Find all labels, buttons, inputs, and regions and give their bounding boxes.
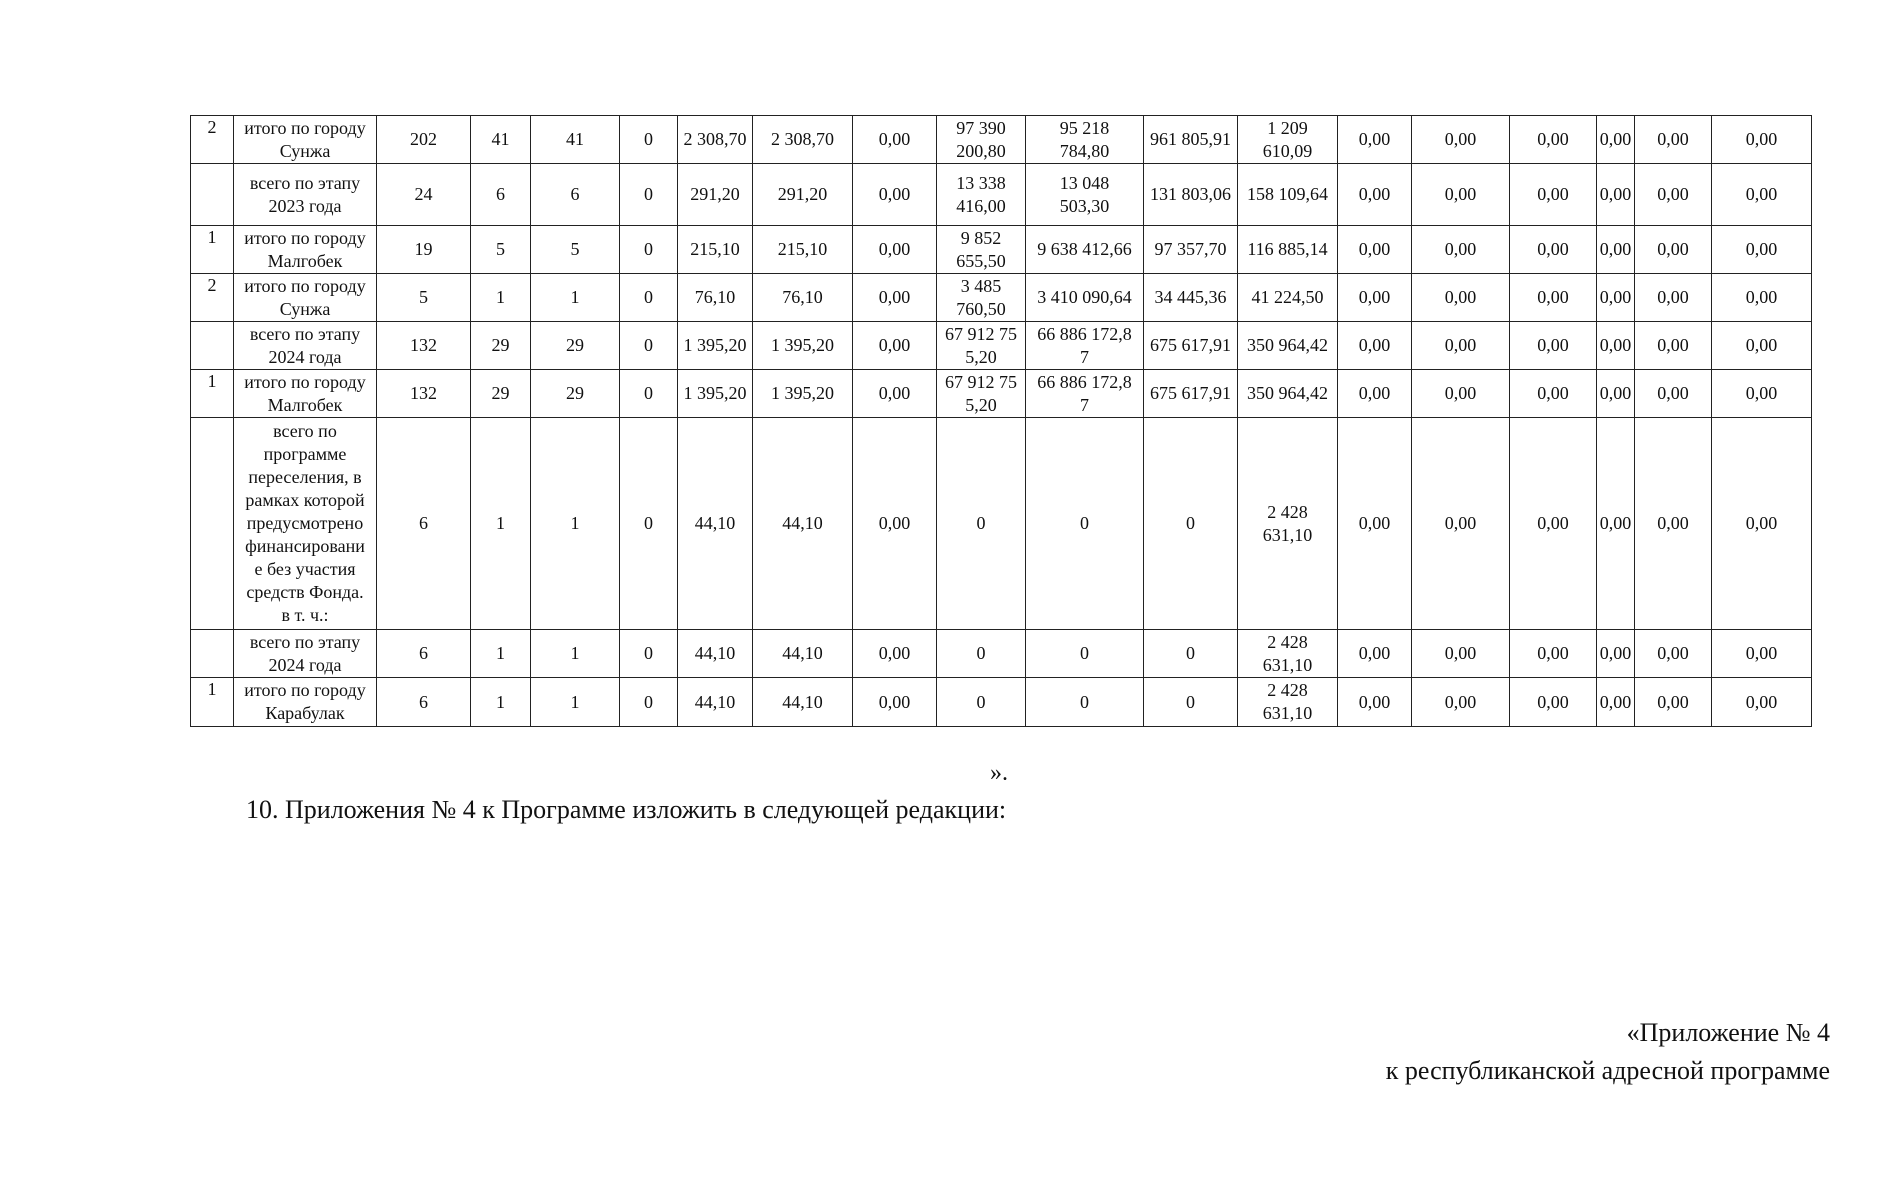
table-cell: 0,00 [853, 630, 937, 678]
table-row [191, 418, 1812, 630]
appendix-title: «Приложение № 4 [1626, 1018, 1830, 1047]
table-cell: 291,20 [753, 164, 853, 226]
table-cell: 44,10 [753, 630, 853, 678]
table-cell: 0 [620, 630, 678, 678]
table-cell: 0,00 [1712, 678, 1812, 727]
table-cell: 6 [377, 418, 471, 630]
table-cell: 0 [937, 418, 1026, 630]
table-cell: 29 [471, 322, 531, 370]
table-cell: 158 109,64 [1238, 164, 1338, 226]
table-cell: итого по городу Сунжа [234, 116, 377, 164]
table-cell: 0 [937, 678, 1026, 727]
table-cell: 0,00 [1712, 116, 1812, 164]
table-row [191, 116, 1812, 164]
table-cell: 961 805,91 [1144, 116, 1238, 164]
table-cell: 1 395,20 [753, 370, 853, 418]
table-cell: 291,20 [678, 164, 753, 226]
table-cell: 0,00 [1712, 370, 1812, 418]
table-cell: 0,00 [1597, 630, 1635, 678]
instruction-paragraph: 10. Приложения № 4 к Программе изложить в следующей редакции: [246, 795, 1007, 824]
table-cell: 0,00 [1412, 274, 1510, 322]
table-cell: 44,10 [753, 418, 853, 630]
table-cell: 0,00 [1712, 226, 1812, 274]
table-cell: 0,00 [853, 274, 937, 322]
table-cell: 2 [191, 116, 234, 164]
table-cell: 215,10 [678, 226, 753, 274]
table-cell: 0 [937, 630, 1026, 678]
table-cell: 0,00 [1712, 164, 1812, 226]
table-cell: 0 [620, 370, 678, 418]
table-cell: 0,00 [1712, 630, 1812, 678]
table-cell: 19 [377, 226, 471, 274]
table-cell: 1 [471, 630, 531, 678]
table-cell: 0 [620, 322, 678, 370]
table-cell: всего по этапу 2024 года [234, 630, 377, 678]
table-cell: 132 [377, 322, 471, 370]
table-cell: 0,00 [1510, 370, 1597, 418]
table-row [191, 226, 1812, 274]
table-cell: 0,00 [1635, 678, 1712, 727]
table-cell: 6 [471, 164, 531, 226]
table-cell: 0,00 [1510, 116, 1597, 164]
table-row [191, 630, 1812, 678]
table-cell: 0,00 [1412, 630, 1510, 678]
table-cell: 6 [377, 678, 471, 727]
table-cell: 0,00 [853, 322, 937, 370]
table-cell: 95 218 784,80 [1026, 116, 1144, 164]
table-cell: 76,10 [753, 274, 853, 322]
table-cell: 29 [531, 370, 620, 418]
table-cell: 0,00 [1510, 226, 1597, 274]
table-cell [191, 418, 234, 630]
table-cell: 0,00 [1597, 116, 1635, 164]
table-cell: 6 [377, 630, 471, 678]
table-cell: всего по этапу 2024 года [234, 322, 377, 370]
table-cell: 0,00 [1635, 226, 1712, 274]
table-cell: 41 [471, 116, 531, 164]
table-cell: 13 338 416,00 [937, 164, 1026, 226]
table-cell: 0 [1026, 678, 1144, 727]
table-cell: 0,00 [1635, 164, 1712, 226]
table-cell: 1 [191, 678, 234, 727]
table-cell: 0,00 [1412, 116, 1510, 164]
table-cell: 29 [531, 322, 620, 370]
table-row [191, 164, 1812, 226]
table-cell: 67 912 75 5,20 [937, 322, 1026, 370]
table-cell: 131 803,06 [1144, 164, 1238, 226]
table-cell: 1 395,20 [678, 322, 753, 370]
table-cell: всего по программе переселения, в рамках которой предусмотрено финансировани е без участия средств Фонда. в т. ч.: [234, 418, 377, 630]
table-cell: 0,00 [1510, 630, 1597, 678]
table-cell: 0 [1026, 630, 1144, 678]
table-row [191, 678, 1812, 727]
table-cell: 0,00 [1635, 418, 1712, 630]
table-cell: 44,10 [678, 418, 753, 630]
table-cell: 24 [377, 164, 471, 226]
table-cell: 3 410 090,64 [1026, 274, 1144, 322]
table-cell: 350 964,42 [1238, 370, 1338, 418]
table-cell: 0,00 [1338, 630, 1412, 678]
table-cell: 202 [377, 116, 471, 164]
table-cell: 0,00 [1635, 116, 1712, 164]
table-cell: 2 428 631,10 [1238, 630, 1338, 678]
table-cell: 0 [1144, 678, 1238, 727]
table-cell: 1 [471, 274, 531, 322]
table-cell: 0,00 [1412, 322, 1510, 370]
table-cell: 2 428 631,10 [1238, 418, 1338, 630]
table-cell: 0,00 [1510, 322, 1597, 370]
table-cell: 0 [620, 418, 678, 630]
table-row [191, 370, 1812, 418]
table-cell: 2 428 631,10 [1238, 678, 1338, 727]
table-cell [191, 630, 234, 678]
table-cell: 350 964,42 [1238, 322, 1338, 370]
table-cell: 0,00 [1412, 370, 1510, 418]
table-cell: 1 395,20 [753, 322, 853, 370]
table-cell: 0,00 [1338, 164, 1412, 226]
table-cell: 215,10 [753, 226, 853, 274]
table-cell: 0 [620, 678, 678, 727]
table-cell: 6 [531, 164, 620, 226]
table-cell: 0,00 [1635, 322, 1712, 370]
table-cell: 0,00 [853, 116, 937, 164]
table-cell: 132 [377, 370, 471, 418]
table-cell: 0,00 [1597, 274, 1635, 322]
table-cell: итого по городу Малгобек [234, 370, 377, 418]
table-cell: 0 [620, 274, 678, 322]
table-cell: 76,10 [678, 274, 753, 322]
table-cell: 675 617,91 [1144, 370, 1238, 418]
table-cell: 0,00 [1597, 322, 1635, 370]
table-cell: 0,00 [853, 164, 937, 226]
table-cell: 1 [531, 678, 620, 727]
table-body [191, 116, 1812, 727]
table-cell: 3 485 760,50 [937, 274, 1026, 322]
table-cell: 0 [1026, 418, 1144, 630]
table-cell: итого по городу Сунжа [234, 274, 377, 322]
table-cell: 1 [471, 678, 531, 727]
table-cell: 0,00 [853, 226, 937, 274]
table-cell: 0,00 [853, 678, 937, 727]
appendix-heading [1386, 1014, 1830, 1090]
table-cell: 44,10 [678, 678, 753, 727]
table-cell: 1 [191, 370, 234, 418]
table-cell: всего по этапу 2023 года [234, 164, 377, 226]
table-cell: 0,00 [1712, 418, 1812, 630]
table-cell: 13 048 503,30 [1026, 164, 1144, 226]
table-cell: 2 308,70 [753, 116, 853, 164]
closing-quote: ». [990, 760, 1008, 786]
table-cell: 1 395,20 [678, 370, 753, 418]
table-cell: 0,00 [1338, 226, 1412, 274]
table-cell [191, 322, 234, 370]
table-row [191, 322, 1812, 370]
table-cell: 0,00 [1597, 164, 1635, 226]
program-data-table [190, 115, 1812, 727]
table-cell: 0 [1144, 630, 1238, 678]
table-cell: 9 638 412,66 [1026, 226, 1144, 274]
table-cell: 34 445,36 [1144, 274, 1238, 322]
table-cell: 0,00 [1412, 164, 1510, 226]
table-cell: 1 209 610,09 [1238, 116, 1338, 164]
table-cell: 0,00 [1412, 678, 1510, 727]
table-cell: 0,00 [1338, 678, 1412, 727]
table-cell: 41 224,50 [1238, 274, 1338, 322]
table-cell: 0,00 [1597, 370, 1635, 418]
table-cell: 0,00 [1712, 274, 1812, 322]
table-cell: итого по городу Карабулак [234, 678, 377, 727]
table-cell: 5 [471, 226, 531, 274]
table-cell: 5 [531, 226, 620, 274]
table-cell: 0,00 [1635, 370, 1712, 418]
table-cell: 675 617,91 [1144, 322, 1238, 370]
table-cell: 0 [620, 116, 678, 164]
table-cell: 97 357,70 [1144, 226, 1238, 274]
table-cell: итого по городу Малгобек [234, 226, 377, 274]
table-cell: 0 [1144, 418, 1238, 630]
table-cell: 0,00 [1597, 226, 1635, 274]
table-cell: 5 [377, 274, 471, 322]
table-cell: 44,10 [678, 630, 753, 678]
table-cell: 0,00 [853, 418, 937, 630]
table-cell: 0,00 [1412, 418, 1510, 630]
table-cell: 66 886 172,8 7 [1026, 370, 1144, 418]
table-cell: 1 [531, 418, 620, 630]
table-cell: 0 [620, 164, 678, 226]
table-cell: 0,00 [1338, 322, 1412, 370]
table-cell: 1 [191, 226, 234, 274]
table-cell: 0,00 [1597, 678, 1635, 727]
table-cell: 97 390 200,80 [937, 116, 1026, 164]
table-cell: 1 [531, 274, 620, 322]
table-cell: 2 [191, 274, 234, 322]
table-cell [191, 164, 234, 226]
table-cell: 9 852 655,50 [937, 226, 1026, 274]
table-cell: 41 [531, 116, 620, 164]
table-row [191, 274, 1812, 322]
appendix-subtitle: к республиканской адресной программе [1385, 1056, 1830, 1085]
table-cell: 0,00 [1412, 226, 1510, 274]
table-cell: 1 [471, 418, 531, 630]
table-cell: 0,00 [1510, 164, 1597, 226]
table-cell: 29 [471, 370, 531, 418]
table-cell: 2 308,70 [678, 116, 753, 164]
table-cell: 0,00 [1338, 116, 1412, 164]
table-cell: 0,00 [1510, 678, 1597, 727]
table-cell: 0,00 [1635, 630, 1712, 678]
table-cell: 0,00 [1510, 418, 1597, 630]
table-cell: 44,10 [753, 678, 853, 727]
table-cell: 0,00 [1597, 418, 1635, 630]
table-cell: 0,00 [853, 370, 937, 418]
table-cell: 0,00 [1338, 370, 1412, 418]
table-cell: 66 886 172,8 7 [1026, 322, 1144, 370]
table-cell: 116 885,14 [1238, 226, 1338, 274]
table-cell: 0,00 [1635, 274, 1712, 322]
table-cell: 0,00 [1338, 418, 1412, 630]
table-cell: 67 912 75 5,20 [937, 370, 1026, 418]
table-cell: 1 [531, 630, 620, 678]
table-cell: 0,00 [1510, 274, 1597, 322]
table-cell: 0,00 [1338, 274, 1412, 322]
table-cell: 0,00 [1712, 322, 1812, 370]
table-cell: 0 [620, 226, 678, 274]
